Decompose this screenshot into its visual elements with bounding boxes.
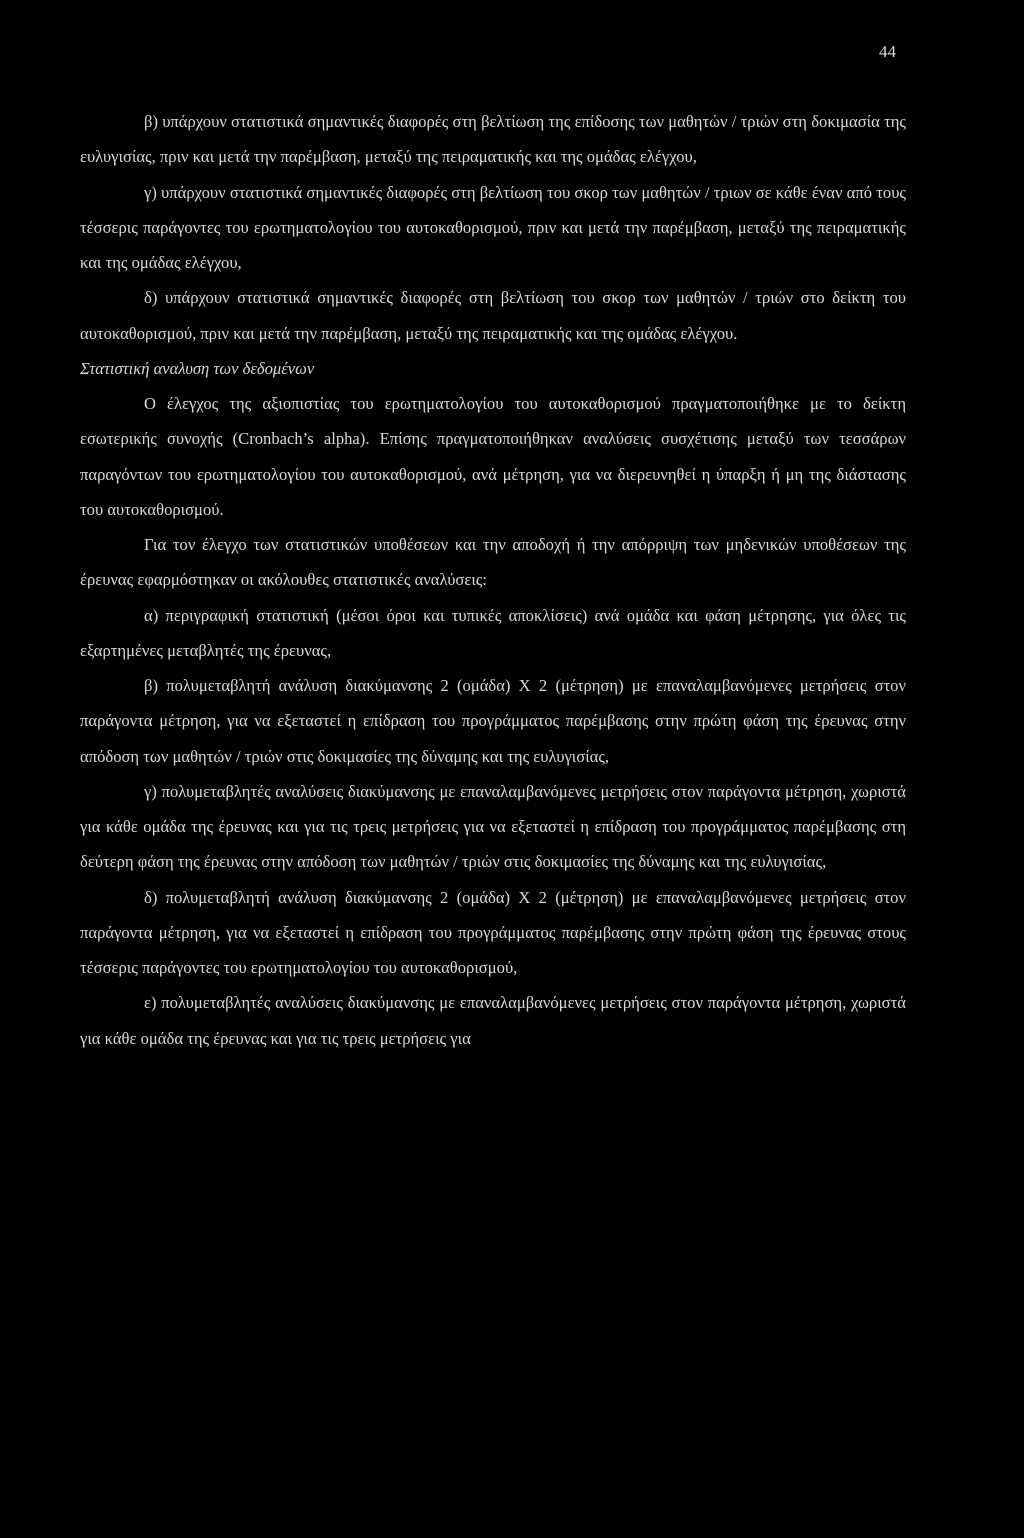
section-heading: Στατιστική αναλυση των δεδομένων	[80, 358, 315, 378]
hypothesis-c: γ) υπάρχουν στατιστικά σημαντικές διαφορές στη βελτίωση του σκορ των μαθητών / τριων σε κάθε έναν από τους τέσσερις παράγοντες του ερωτηματολογίου του αυτοκαθορισμού, πριν και μετά την παρέμβαση, μεταξύ της πειραματικής και της ομάδας ελέγχου,	[80, 182, 906, 272]
hypothesis-b: β) υπάρχουν στατιστικά σημαντικές διαφορές στη βελτίωση της επίδοσης των μαθητών / τριών στη δοκιμασία της ευλυγισίας, πριν και μετά την παρέμβαση, μεταξύ της πειραματικής και της ομάδας ελέγχου,	[80, 112, 906, 167]
analysis-item-e: ε) πολυμεταβλητές αναλύσεις διακύμανσης με επαναλαμβανόμενες μετρήσεις στον παράγοντα μέτρηση, χωριστά για κάθε ομάδα της έρευνας και για τις τρεις μετρήσεις για	[80, 993, 906, 1048]
analysis-item-b: β) πολυμεταβλητή ανάλυση διακύμανσης 2 (ομάδα) Χ 2 (μέτρηση) με επαναλαμβανόμενες μετρήσεις στον παράγοντα μέτρηση, για να εξεταστεί η επίδραση του προγράμματος παρέμβασης στην πρώτη φάση της έρευνας στην απόδοση των μαθητών / τριών στις δοκιμασίες της δύναμης και της ευλυγισίας,	[80, 676, 906, 766]
analysis-item-d: δ) πολυμεταβλητή ανάλυση διακύμανσης 2 (ομάδα) Χ 2 (μέτρηση) με επαναλαμβανόμενες μετρήσεις στον παράγοντα μέτρηση, για να εξεταστεί η επίδραση του προγράμματος παρέμβασης στην πρώτη φάση της έρευνας στους τέσσερις παράγοντες του ερωτηματολογίου του αυτοκαθορισμού,	[80, 887, 906, 977]
document-body	[80, 104, 906, 1056]
page-number: 44	[879, 42, 896, 61]
analysis-item-a: α) περιγραφική στατιστική (μέσοι όροι και τυπικές αποκλίσεις) ανά ομάδα και φάση μέτρησης, για όλες τις εξαρτημένες μεταβλητές της έρευνας,	[80, 605, 906, 660]
analysis-intro-paragraph: Για τον έλεγχο των στατιστικών υποθέσεων και την αποδοχή ή την απόρριψη των μηδενικών υποθέσεων της έρευνας εφαρμόστηκαν οι ακόλουθες στατιστικές αναλύσεις:	[80, 535, 906, 590]
hypothesis-d: δ) υπάρχουν στατιστικά σημαντικές διαφορές στη βελτίωση του σκορ των μαθητών / τριών στο δείκτη του αυτοκαθορισμού, πριν και μετά την παρέμβαση, μεταξύ της πειραματικής και της ομάδας ελέγχου.	[80, 288, 906, 343]
analysis-item-c: γ) πολυμεταβλητές αναλύσεις διακύμανσης με επαναλαμβανόμενες μετρήσεις στον παράγοντα μέτρηση, χωριστά για κάθε ομάδα της έρευνας και για τις τρεις μετρήσεις για να εξεταστεί η επίδραση του προγράμματος παρέμβασης στη δεύτερη φάση της έρευνας στην απόδοση των μαθητών / τριών στις δοκιμασίες της δύναμης και της ευλυγισίας,	[80, 781, 906, 872]
reliability-paragraph: Ο έλεγχος της αξιοπιστίας του ερωτηματολογίου του αυτοκαθορισμού πραγματοποιήθηκε με το δείκτη εσωτερικής συνοχής (Cronbach’s alpha). Επίσης πραγματοποιήθηκαν αναλύσεις συσχέτισης μεταξύ των τεσσάρων παραγόντων του ερωτηματολογίου του αυτοκαθορισμού, ανά μέτρηση, για να διερευνηθεί η ύπαρξη ή μη της διάστασης του αυτοκαθορισμού.	[80, 394, 906, 519]
